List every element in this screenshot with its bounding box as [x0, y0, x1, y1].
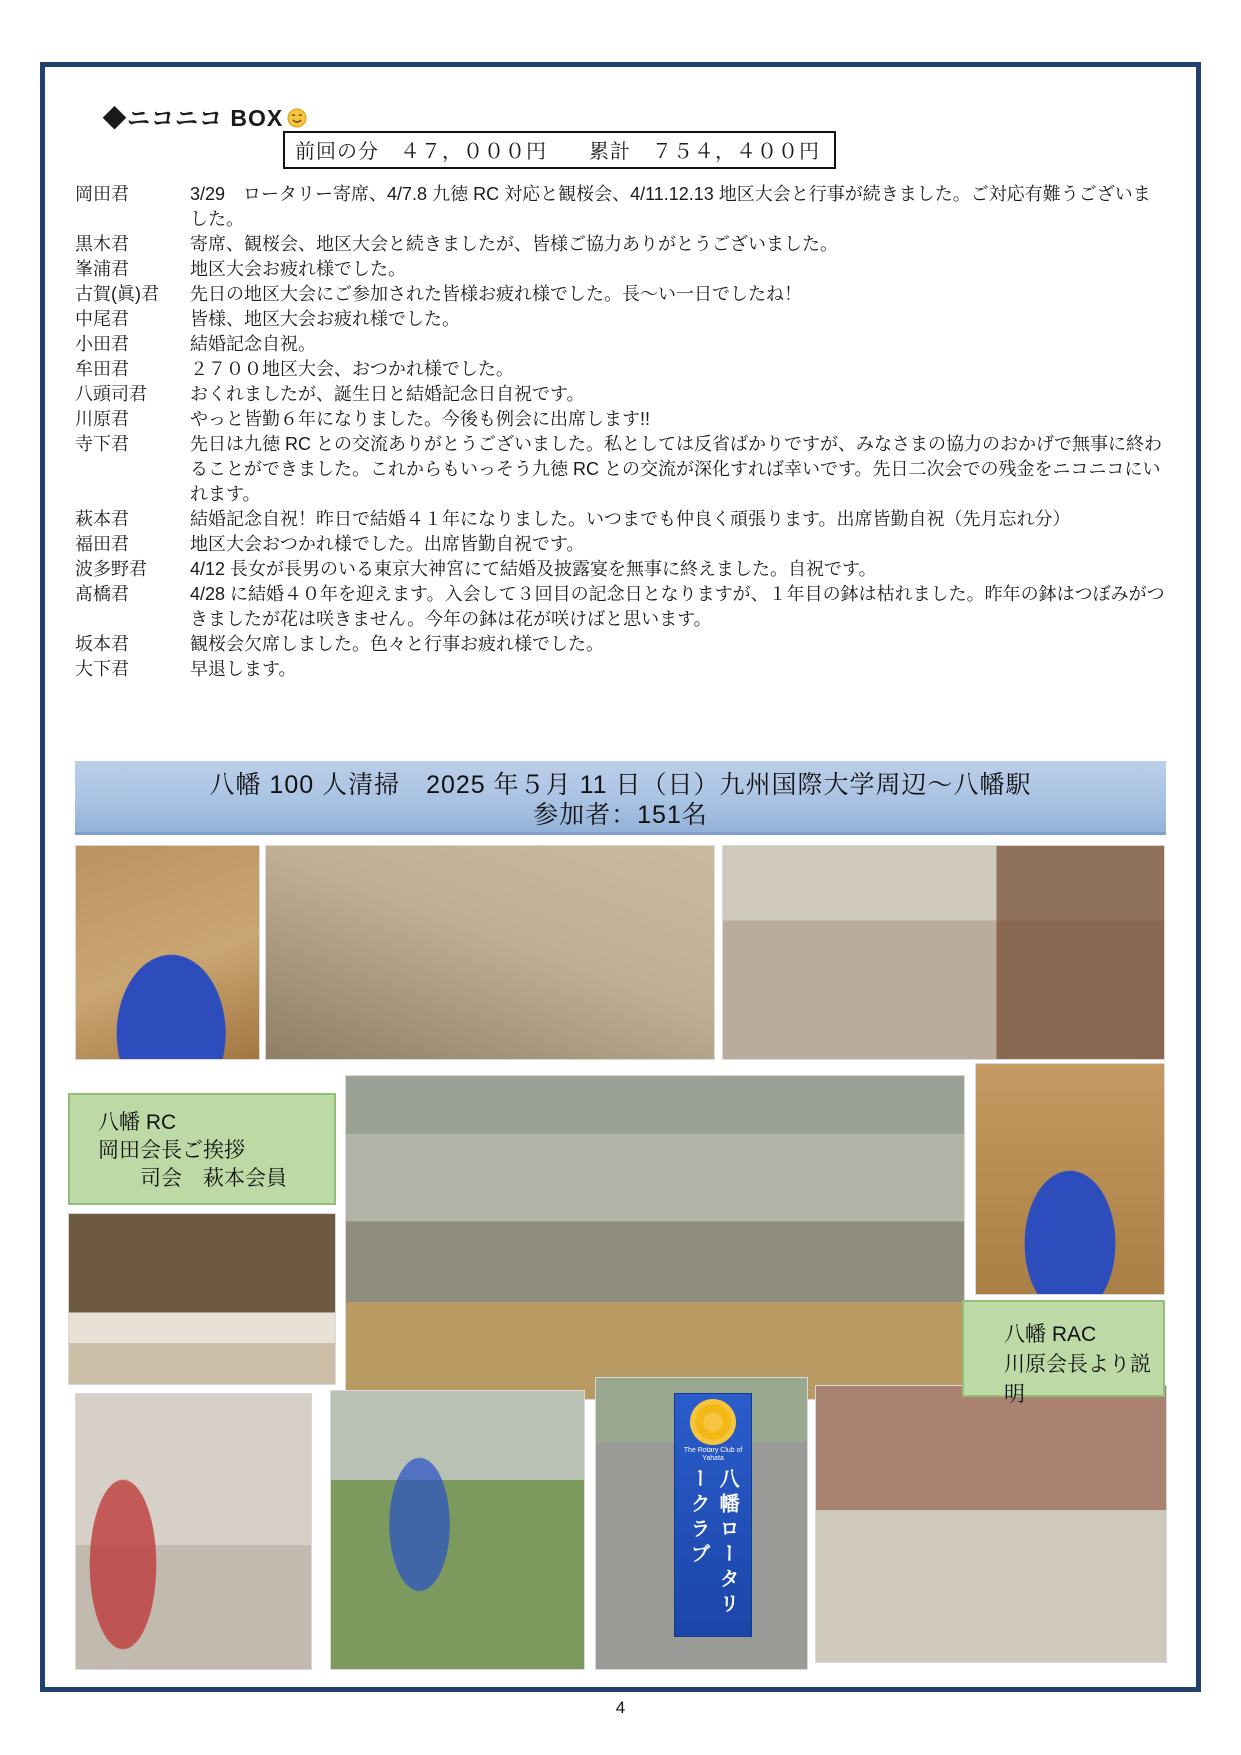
member-message: 皆様、地区大会お疲れ様でした。	[190, 309, 460, 329]
label-rc-line3: 司会 萩本会員	[98, 1167, 287, 1190]
nikoniko-entry	[75, 357, 1167, 382]
member-name: 峯浦君	[75, 259, 129, 279]
nikoniko-amount-box: 前回の分 ４７，０００円 累計 ７５４，４００円	[283, 131, 836, 169]
smiley-emoji-icon	[287, 107, 307, 127]
label-yahata-rac	[962, 1300, 1165, 1406]
nikoniko-entry-list	[75, 182, 1167, 682]
nikoniko-entry	[75, 182, 1167, 232]
nikoniko-entry	[75, 232, 1167, 257]
member-message: 4/12 長女が長男のいる東京大神宮にて結婚及披露宴を無事に終えました。自祝です。	[190, 559, 877, 579]
member-name: 髙橋君	[75, 584, 129, 604]
member-message: ２７００地区大会、おつかれ様でした。	[190, 359, 514, 379]
member-message: 3/29 ロータリー寄席、4/7.8 九徳 RC 対応と観桜会、4/11.12.13 地区大会と行事が続きました。ご対応有難うございました。	[190, 184, 1151, 229]
nikoniko-entry	[75, 432, 1167, 507]
rotary-club-vertical-banner	[674, 1393, 752, 1637]
member-name: 大下君	[75, 659, 129, 679]
label-rc-line1: 八幡 RC	[98, 1111, 177, 1134]
member-name: 黒木君	[75, 234, 129, 254]
member-name: 坂本君	[75, 634, 129, 654]
label-rc-line2: 岡田会長ご挨拶	[98, 1139, 245, 1162]
member-message: 観桜会欠席しました。色々と行事お疲れ様でした。	[190, 634, 604, 654]
member-name: 萩本君	[75, 509, 129, 529]
nikoniko-heading-text: ◆ニコニコ BOX	[103, 105, 284, 131]
member-name: 福田君	[75, 534, 129, 554]
member-message: 地区大会おつかれ様でした。出席皆勤自祝です。	[190, 534, 585, 554]
member-name: 岡田君	[75, 184, 129, 204]
nikoniko-entry	[75, 307, 1167, 332]
photo-members-at-table	[815, 1385, 1167, 1663]
label-rac-line2: 川原会長より説明	[1004, 1353, 1151, 1406]
photo-volunteers-on-grass	[330, 1390, 585, 1670]
nikoniko-entry	[75, 507, 1167, 532]
photo-club-banner-steps	[595, 1377, 808, 1670]
nikoniko-entry	[75, 632, 1167, 657]
rotary-banner-logo-text: The Rotary Club of Yahata	[683, 1446, 743, 1462]
member-message: やっと皆勤６年になりました。今後も例会に出席します!!	[190, 409, 650, 429]
event-banner	[75, 761, 1166, 835]
photo-trophy-table	[68, 1213, 336, 1385]
member-message: 4/28 に結婚４０年を迎えます。入会して３回目の記念日となりますが、１年目の鉢は枯れました。昨年の鉢はつぼみがつきましたが花は咲きません。今年の鉢は花が咲けばと思います。	[190, 584, 1165, 629]
nikoniko-entry	[75, 382, 1167, 407]
member-name: 八頭司君	[75, 384, 147, 404]
event-banner-participants: 参加者：151名	[533, 801, 708, 829]
photo-lecture-hall-podium	[265, 845, 715, 1060]
member-message: 結婚記念自祝！昨日で結婚４１年になりました。いつまでも仲良く頑張ります。出席皆勤自祝（先月忘れ分）	[190, 509, 1071, 529]
photo-reception-tables	[722, 845, 1165, 1060]
nikoniko-entry	[75, 532, 1167, 557]
nikoniko-entry	[75, 407, 1167, 432]
nikoniko-entry	[75, 582, 1167, 632]
member-name: 波多野君	[75, 559, 147, 579]
photo-rac-president-speech	[975, 1063, 1165, 1295]
member-message: 早退します。	[190, 659, 297, 679]
member-message: 寄席、観桜会、地区大会と続きましたが、皆様ご協力ありがとうございました。	[190, 234, 838, 254]
label-yahata-rc	[68, 1093, 336, 1205]
photo-couple-with-dog	[75, 1393, 312, 1670]
member-name: 寺下君	[75, 434, 129, 454]
rotary-banner-club-name: 八幡ロータリークラブ	[687, 1467, 739, 1618]
nikoniko-entry	[75, 657, 1167, 682]
member-name: 小田君	[75, 334, 129, 354]
member-name: 川原君	[75, 409, 129, 429]
event-banner-title: 八幡 100 人清掃 2025 年５月 11 日（日）九州国際大学周辺～八幡駅	[209, 771, 1032, 799]
page-number: 4	[615, 1698, 626, 1717]
member-name: 中尾君	[75, 309, 129, 329]
member-message: おくれましたが、誕生日と結婚記念日自祝です。	[190, 384, 585, 404]
member-name: 古賀(眞)君	[75, 284, 159, 304]
member-message: 先日の地区大会にご参加された皆様お疲れ様でした。長～い一日でしたね！	[190, 284, 802, 304]
member-message: 結婚記念自祝。	[190, 334, 316, 354]
rotary-wheel-icon	[690, 1399, 736, 1445]
nikoniko-entry	[75, 332, 1167, 357]
nikoniko-entry	[75, 557, 1167, 582]
member-name: 牟田君	[75, 359, 129, 379]
nikoniko-heading	[103, 100, 307, 133]
photo-auditorium-audience	[345, 1075, 965, 1400]
member-message: 先日は九徳 RC との交流ありがとうございました。私としては反省ばかりですが、みなさまの協力のおかげで無事に終わることができました。これからもいっそう九徳 RC との交流が深化すれば幸いです。先日二次会での残金をニコニコにいれます。	[190, 434, 1162, 504]
member-message: 地区大会お疲れ様でした。	[190, 259, 406, 279]
nikoniko-entry	[75, 257, 1167, 282]
label-rac-line1: 八幡 RAC	[1004, 1323, 1097, 1346]
nikoniko-entry	[75, 282, 1167, 307]
photo-rc-president-speech	[75, 845, 260, 1060]
